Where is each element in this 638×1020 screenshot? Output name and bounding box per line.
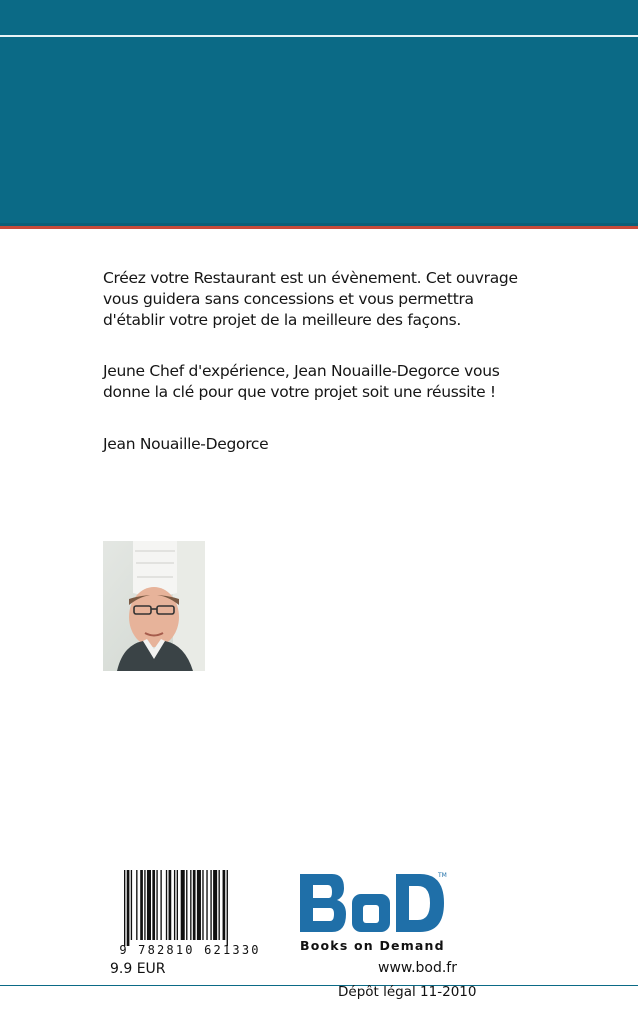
barcode-bar — [160, 870, 161, 940]
barcode-bar — [219, 870, 220, 940]
barcode-bar — [197, 870, 201, 940]
barcode-bar — [140, 870, 143, 940]
barcode-bar — [131, 870, 132, 940]
chef-portrait-icon — [103, 541, 205, 671]
author-photo — [103, 541, 205, 671]
barcode-bar — [166, 870, 167, 940]
trademark-mark: TM — [438, 872, 447, 879]
barcode-bar — [177, 870, 178, 940]
bottom-rule — [0, 985, 638, 986]
legal-deposit: Dépôt légal 11-2010 — [338, 984, 477, 1000]
barcode-bar — [181, 870, 185, 940]
barcode-bar — [206, 870, 207, 940]
author-name: Jean Nouaille-Degorce — [103, 435, 269, 453]
barcode-bar — [127, 870, 130, 946]
barcode-digits: 9 782810 621330 — [119, 943, 261, 957]
barcode-bar — [156, 870, 157, 940]
barcode-bar — [174, 870, 175, 940]
barcode-bar — [144, 870, 145, 940]
publisher-url: www.bod.fr — [378, 960, 457, 976]
cover-top-band — [0, 0, 638, 223]
barcode-bar — [193, 870, 196, 940]
barcode-bar — [227, 870, 228, 946]
barcode-bar — [186, 870, 187, 940]
barcode-bar — [190, 870, 191, 940]
barcode-bar — [152, 870, 155, 940]
cover-top-line — [0, 35, 638, 37]
barcode-bar — [124, 870, 125, 946]
barcode-bar — [202, 870, 203, 940]
bod-logo-mark — [300, 874, 444, 932]
publisher-tagline: Books on Demand — [300, 938, 445, 953]
blurb-paragraph-2: Jeune Chef d'expérience, Jean Nouaille-Degorce vous donne la clé pour que votre projet soit une réussite ! — [103, 362, 500, 401]
barcode-bar — [223, 870, 226, 940]
barcode-bar — [169, 870, 172, 940]
separator-red — [0, 226, 638, 229]
barcode-bar — [210, 870, 211, 940]
barcode-bar — [147, 870, 151, 940]
isbn-barcode — [110, 870, 270, 960]
bod-logo — [298, 868, 450, 940]
barcode-bar — [213, 870, 217, 940]
blurb-paragraph-1: Créez votre Restaurant est un évènement. Cet ouvrage vous guidera sans concessions et vous permettra d'établir votre projet de la meilleure des façons. — [103, 269, 518, 329]
price-label: 9.9 EUR — [110, 961, 166, 977]
barcode-bar — [136, 870, 137, 940]
